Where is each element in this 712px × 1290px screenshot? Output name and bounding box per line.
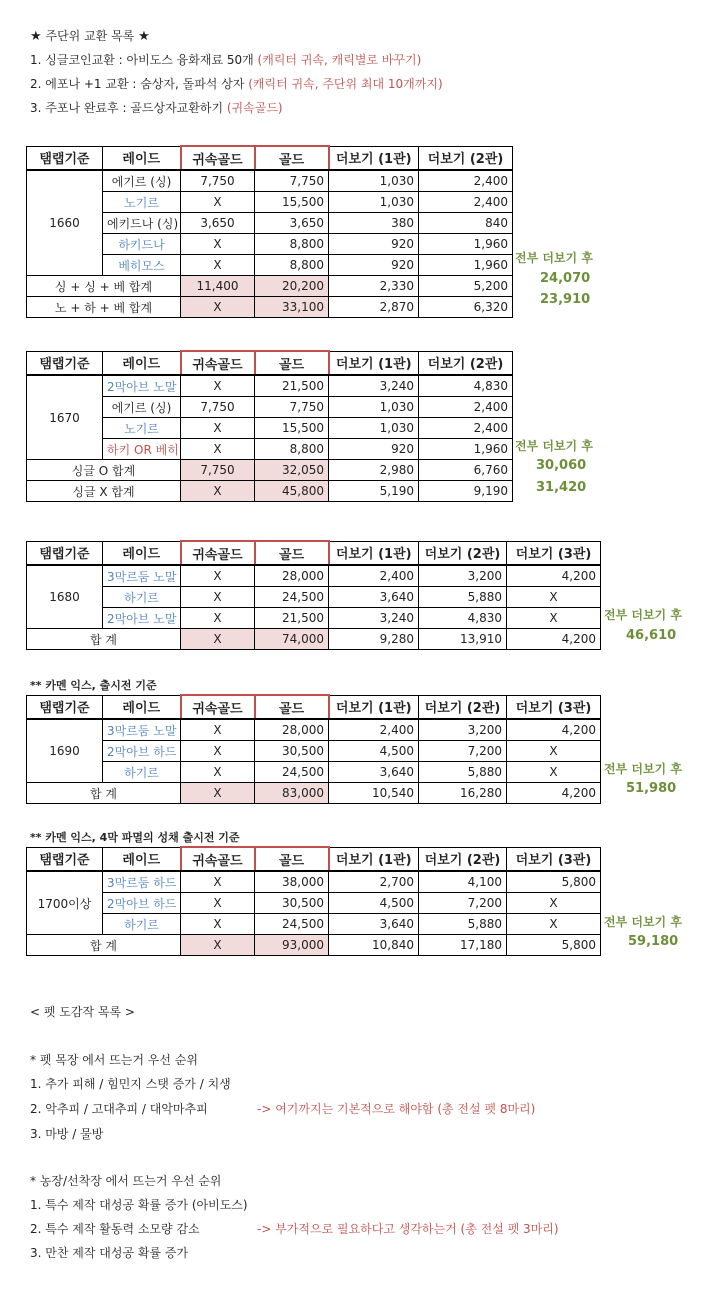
all-more-value: 46,610: [626, 628, 677, 643]
bound-cell: X: [181, 234, 255, 255]
list-item: 2. 특수 제작 활동력 소모량 감소: [30, 1222, 200, 1236]
sum-bound-cell: X: [181, 935, 255, 956]
raid-cell: 하기르: [103, 914, 181, 935]
more2-cell: 4,100: [419, 871, 507, 893]
table-row: [27, 608, 601, 629]
header-bound-gold: 귀속골드: [181, 847, 255, 871]
star-icon: ★: [30, 29, 42, 44]
sum-row: [27, 783, 601, 804]
sum-more3-cell: 5,800: [507, 935, 601, 956]
more1-cell: 380: [329, 213, 419, 234]
sum-gold-cell: 32,050: [255, 460, 329, 481]
sum-more1-cell: 2,870: [329, 297, 419, 318]
gold-cell: 24,500: [255, 914, 329, 935]
intro-line-3-note: (귀속골드): [226, 101, 283, 115]
header-gold: 골드: [255, 541, 329, 565]
sum-label: 합 계: [27, 783, 181, 804]
table-row: [27, 170, 513, 192]
list-item: 3. 마방 / 물방: [30, 1127, 104, 1141]
more2-cell: 4,830: [419, 608, 507, 629]
table-header-row: [27, 695, 601, 719]
table-row: [27, 587, 601, 608]
header-gold: 골드: [255, 146, 329, 170]
sum-more1-cell: 5,190: [329, 481, 419, 502]
sum-more2-cell: 6,320: [419, 297, 513, 318]
sum-row: [27, 481, 513, 502]
level-cell: 1680: [27, 565, 103, 629]
more3-cell: 4,200: [507, 565, 601, 587]
sum-more1-cell: 10,540: [329, 783, 419, 804]
sum-gold-cell: 74,000: [255, 629, 329, 650]
all-more-value: 31,420: [536, 480, 587, 495]
more1-cell: 4,500: [329, 893, 419, 914]
raid-cell: 하키 OR 베히: [103, 439, 181, 460]
more1-cell: 2,700: [329, 871, 419, 893]
all-more-tag: 전부 더보기 후: [515, 251, 593, 265]
more3-cell: X: [507, 608, 601, 629]
more3-cell: X: [507, 762, 601, 783]
sum-label: 합 계: [27, 629, 181, 650]
sum-bound-cell: X: [181, 783, 255, 804]
more1-cell: 3,640: [329, 587, 419, 608]
sum-bound-cell: X: [181, 481, 255, 502]
bound-cell: X: [181, 608, 255, 629]
header-more-2: 더보기 (2관): [419, 146, 513, 170]
gold-cell: 30,500: [255, 741, 329, 762]
header-more-3: 더보기 (3관): [507, 541, 601, 565]
more2-cell: 4,830: [419, 375, 513, 397]
gold-cell: 15,500: [255, 418, 329, 439]
more1-cell: 1,030: [329, 397, 419, 418]
sum-more1-cell: 9,280: [329, 629, 419, 650]
table-row: [27, 914, 601, 935]
more3-cell: 4,200: [507, 719, 601, 741]
table-header-row: [27, 541, 601, 565]
bound-cell: X: [181, 439, 255, 460]
more1-cell: 920: [329, 255, 419, 276]
star-icon: ★: [138, 29, 150, 44]
sum-gold-cell: 93,000: [255, 935, 329, 956]
header-more-1: 더보기 (1관): [329, 847, 419, 871]
sum-more2-cell: 13,910: [419, 629, 507, 650]
bound-cell: X: [181, 893, 255, 914]
more1-cell: 1,030: [329, 418, 419, 439]
gold-cell: 15,500: [255, 192, 329, 213]
gold-cell: 3,650: [255, 213, 329, 234]
more1-cell: 2,400: [329, 565, 419, 587]
raid-cell: 에기르 (싱): [103, 397, 181, 418]
bound-cell: 3,650: [181, 213, 255, 234]
more3-cell: X: [507, 741, 601, 762]
sum-row: [27, 935, 601, 956]
header-raid: 레이드: [103, 847, 181, 871]
gold-cell: 24,500: [255, 587, 329, 608]
pet-section-title: < 펫 도감작 목록 >: [30, 1005, 135, 1019]
raid-cell: 하기르: [103, 587, 181, 608]
header-raid: 레이드: [103, 146, 181, 170]
raid-cell: 베히모스: [103, 255, 181, 276]
raid-cell: 노기르: [103, 418, 181, 439]
more1-cell: 2,400: [329, 719, 419, 741]
pet-ranch-title: * 펫 목장 에서 뜨는거 우선 순위: [30, 1053, 198, 1067]
more2-cell: 2,400: [419, 170, 513, 192]
sum-more2-cell: 6,760: [419, 460, 513, 481]
all-more-value: 59,180: [628, 934, 679, 949]
more1-cell: 3,640: [329, 914, 419, 935]
gold-cell: 24,500: [255, 762, 329, 783]
sum-bound-cell: X: [181, 297, 255, 318]
all-more-tag: 전부 더보기 후: [515, 439, 593, 453]
header-more-1: 더보기 (1관): [329, 351, 419, 375]
more2-cell: 840: [419, 213, 513, 234]
gold-table-1700: [26, 846, 601, 956]
more2-cell: 1,960: [419, 439, 513, 460]
gold-cell: 8,800: [255, 255, 329, 276]
table-note: ** 카멘 익스, 출시전 기준: [30, 679, 157, 692]
gold-cell: 28,000: [255, 565, 329, 587]
all-more-value: 24,070: [540, 271, 591, 286]
more2-cell: 5,880: [419, 587, 507, 608]
header-bound-gold: 귀속골드: [181, 695, 255, 719]
sum-more3-cell: 4,200: [507, 629, 601, 650]
gold-cell: 8,800: [255, 234, 329, 255]
more3-cell: 5,800: [507, 871, 601, 893]
table-row: [27, 741, 601, 762]
more2-cell: 1,960: [419, 255, 513, 276]
raid-cell: 하기르: [103, 762, 181, 783]
more1-cell: 4,500: [329, 741, 419, 762]
intro-line-3: [30, 100, 283, 116]
all-more-tag: 전부 더보기 후: [604, 915, 682, 929]
header-gold: 골드: [255, 351, 329, 375]
header-level: 탬랩기준: [27, 847, 103, 871]
list-item: 1. 추가 피해 / 힘민지 스탯 증가 / 치생: [30, 1077, 231, 1091]
sum-more1-cell: 2,330: [329, 276, 419, 297]
more1-cell: 1,030: [329, 170, 419, 192]
raid-cell: 3막르둠 노말: [103, 719, 181, 741]
table-header-row: [27, 146, 513, 170]
header-more-2: 더보기 (2관): [419, 541, 507, 565]
header-more-3: 더보기 (3관): [507, 695, 601, 719]
pet-farm-note: -> 부가적으로 필요하다고 생각하는거 (총 전설 펫 3마리): [257, 1222, 559, 1236]
header-raid: 레이드: [103, 695, 181, 719]
gold-cell: 7,750: [255, 397, 329, 418]
bound-cell: X: [181, 565, 255, 587]
level-cell: 1660: [27, 170, 103, 276]
header-gold: 골드: [255, 695, 329, 719]
table-row: [27, 719, 601, 741]
bound-cell: X: [181, 418, 255, 439]
all-more-value: 30,060: [536, 458, 587, 473]
bound-cell: X: [181, 255, 255, 276]
more1-cell: 3,640: [329, 762, 419, 783]
intro-line-3-text: 3. 주포나 완료후 : 골드상자교환하기: [30, 101, 224, 115]
header-bound-gold: 귀속골드: [181, 146, 255, 170]
more1-cell: 3,240: [329, 608, 419, 629]
all-more-tag: 전부 더보기 후: [604, 608, 682, 622]
more3-cell: X: [507, 587, 601, 608]
intro-line-2-text: 2. 에포나 +1 교환 : 숨상자, 돌파석 상자: [30, 77, 245, 91]
sum-more1-cell: 10,840: [329, 935, 419, 956]
more1-cell: 920: [329, 234, 419, 255]
raid-cell: 에기르 (싱): [103, 170, 181, 192]
pet-farm-title: * 농장/선착장 에서 뜨는거 우선 순위: [30, 1174, 222, 1188]
sum-label: 노 + 하 + 베 합계: [27, 297, 181, 318]
more1-cell: 920: [329, 439, 419, 460]
sum-bound-cell: 7,750: [181, 460, 255, 481]
sum-label: 싱 + 싱 + 베 합계: [27, 276, 181, 297]
sum-label: 싱글 X 합계: [27, 481, 181, 502]
header-bound-gold: 귀속골드: [181, 351, 255, 375]
bound-cell: 7,750: [181, 397, 255, 418]
raid-cell: 3막르둠 하드: [103, 871, 181, 893]
header-more-3: 더보기 (3관): [507, 847, 601, 871]
sum-more2-cell: 17,180: [419, 935, 507, 956]
bound-cell: X: [181, 375, 255, 397]
more2-cell: 5,880: [419, 914, 507, 935]
header-gold: 골드: [255, 847, 329, 871]
sum-more2-cell: 5,200: [419, 276, 513, 297]
more2-cell: 1,960: [419, 234, 513, 255]
table-header-row: [27, 351, 513, 375]
header-more-1: 더보기 (1관): [329, 695, 419, 719]
header-level: 탬랩기준: [27, 541, 103, 565]
more2-cell: 2,400: [419, 192, 513, 213]
raid-cell: 2막아브 하드: [103, 741, 181, 762]
gold-table-1670: [26, 350, 513, 502]
gold-cell: 30,500: [255, 893, 329, 914]
sum-label: 싱글 O 합계: [27, 460, 181, 481]
sum-more3-cell: 4,200: [507, 783, 601, 804]
pet-ranch-note: -> 여기까지는 기본적으로 해야함 (총 전설 펫 8마리): [257, 1102, 536, 1116]
bound-cell: X: [181, 587, 255, 608]
intro-line-1-note: (캐릭터 귀속, 캐릭별로 바꾸기): [257, 53, 422, 67]
sum-row: [27, 297, 513, 318]
table-row: [27, 871, 601, 893]
raid-cell: 하키드나: [103, 234, 181, 255]
sum-row: [27, 276, 513, 297]
table-row: [27, 762, 601, 783]
sum-more2-cell: 9,190: [419, 481, 513, 502]
header-raid: 레이드: [103, 351, 181, 375]
level-cell: 1690: [27, 719, 103, 783]
sum-bound-cell: 11,400: [181, 276, 255, 297]
intro-line-1-text: 1. 싱글코인교환 : 아비도스 융화재료 50개: [30, 53, 254, 67]
header-more-2: 더보기 (2관): [419, 695, 507, 719]
bound-cell: X: [181, 762, 255, 783]
list-item: 2. 악추피 / 고대추피 / 대악마추피: [30, 1102, 208, 1116]
gold-table-1660: [26, 145, 513, 318]
header-raid: 레이드: [103, 541, 181, 565]
sum-label: 합 계: [27, 935, 181, 956]
header-bound-gold: 귀속골드: [181, 541, 255, 565]
raid-cell: 노기르: [103, 192, 181, 213]
level-cell: 1700이상: [27, 871, 103, 935]
sum-gold-cell: 33,100: [255, 297, 329, 318]
more2-cell: 2,400: [419, 397, 513, 418]
sum-more1-cell: 2,980: [329, 460, 419, 481]
more2-cell: 7,200: [419, 741, 507, 762]
bound-cell: X: [181, 741, 255, 762]
table-row: [27, 893, 601, 914]
sum-row: [27, 629, 601, 650]
more2-cell: 2,400: [419, 418, 513, 439]
bound-cell: X: [181, 192, 255, 213]
gold-cell: 21,500: [255, 375, 329, 397]
gold-cell: 38,000: [255, 871, 329, 893]
list-item: 3. 만찬 제작 대성공 확률 증가: [30, 1246, 189, 1260]
gold-cell: 8,800: [255, 439, 329, 460]
table-header-row: [27, 847, 601, 871]
more2-cell: 7,200: [419, 893, 507, 914]
raid-cell: 2막아브 노말: [103, 375, 181, 397]
intro-line-2: [30, 76, 443, 92]
gold-cell: 21,500: [255, 608, 329, 629]
table-note: ** 카멘 익스, 4막 파멸의 성채 출시전 기준: [30, 831, 240, 844]
sum-row: [27, 460, 513, 481]
more1-cell: 1,030: [329, 192, 419, 213]
gold-cell: 7,750: [255, 170, 329, 192]
bound-cell: X: [181, 914, 255, 935]
bound-cell: 7,750: [181, 170, 255, 192]
sum-gold-cell: 20,200: [255, 276, 329, 297]
more2-cell: 3,200: [419, 719, 507, 741]
header-more-2: 더보기 (2관): [419, 847, 507, 871]
gold-table-1680: [26, 540, 601, 650]
more3-cell: X: [507, 893, 601, 914]
intro-line-2-note: (캐릭터 귀속, 주단위 최대 10개까지): [248, 77, 443, 91]
raid-cell: 2막아브 하드: [103, 893, 181, 914]
more1-cell: 3,240: [329, 375, 419, 397]
more2-cell: 5,880: [419, 762, 507, 783]
bound-cell: X: [181, 719, 255, 741]
all-more-value: 23,910: [540, 292, 591, 307]
header-level: 탬랩기준: [27, 351, 103, 375]
header-more-2: 더보기 (2관): [419, 351, 513, 375]
list-item: 1. 특수 제작 대성공 확률 증가 (아비도스): [30, 1198, 248, 1212]
gold-table-1690: [26, 694, 601, 804]
intro-title-line: [30, 28, 150, 45]
table-row: [27, 375, 513, 397]
sum-gold-cell: 83,000: [255, 783, 329, 804]
header-more-1: 더보기 (1관): [329, 146, 419, 170]
sum-bound-cell: X: [181, 629, 255, 650]
header-level: 탬랩기준: [27, 695, 103, 719]
gold-cell: 28,000: [255, 719, 329, 741]
header-more-1: 더보기 (1관): [329, 541, 419, 565]
intro-line-1: [30, 52, 421, 68]
more2-cell: 3,200: [419, 565, 507, 587]
all-more-tag: 전부 더보기 후: [604, 762, 682, 776]
raid-cell: 2막아브 노말: [103, 608, 181, 629]
level-cell: 1670: [27, 375, 103, 460]
intro-title: 주단위 교환 목록: [45, 29, 135, 43]
raid-cell: 3막르둠 노말: [103, 565, 181, 587]
table-row: [27, 565, 601, 587]
sum-gold-cell: 45,800: [255, 481, 329, 502]
bound-cell: X: [181, 871, 255, 893]
more3-cell: X: [507, 914, 601, 935]
sum-more2-cell: 16,280: [419, 783, 507, 804]
raid-cell: 에키드나 (싱): [103, 213, 181, 234]
all-more-value: 51,980: [626, 781, 677, 796]
header-level: 탬랩기준: [27, 146, 103, 170]
